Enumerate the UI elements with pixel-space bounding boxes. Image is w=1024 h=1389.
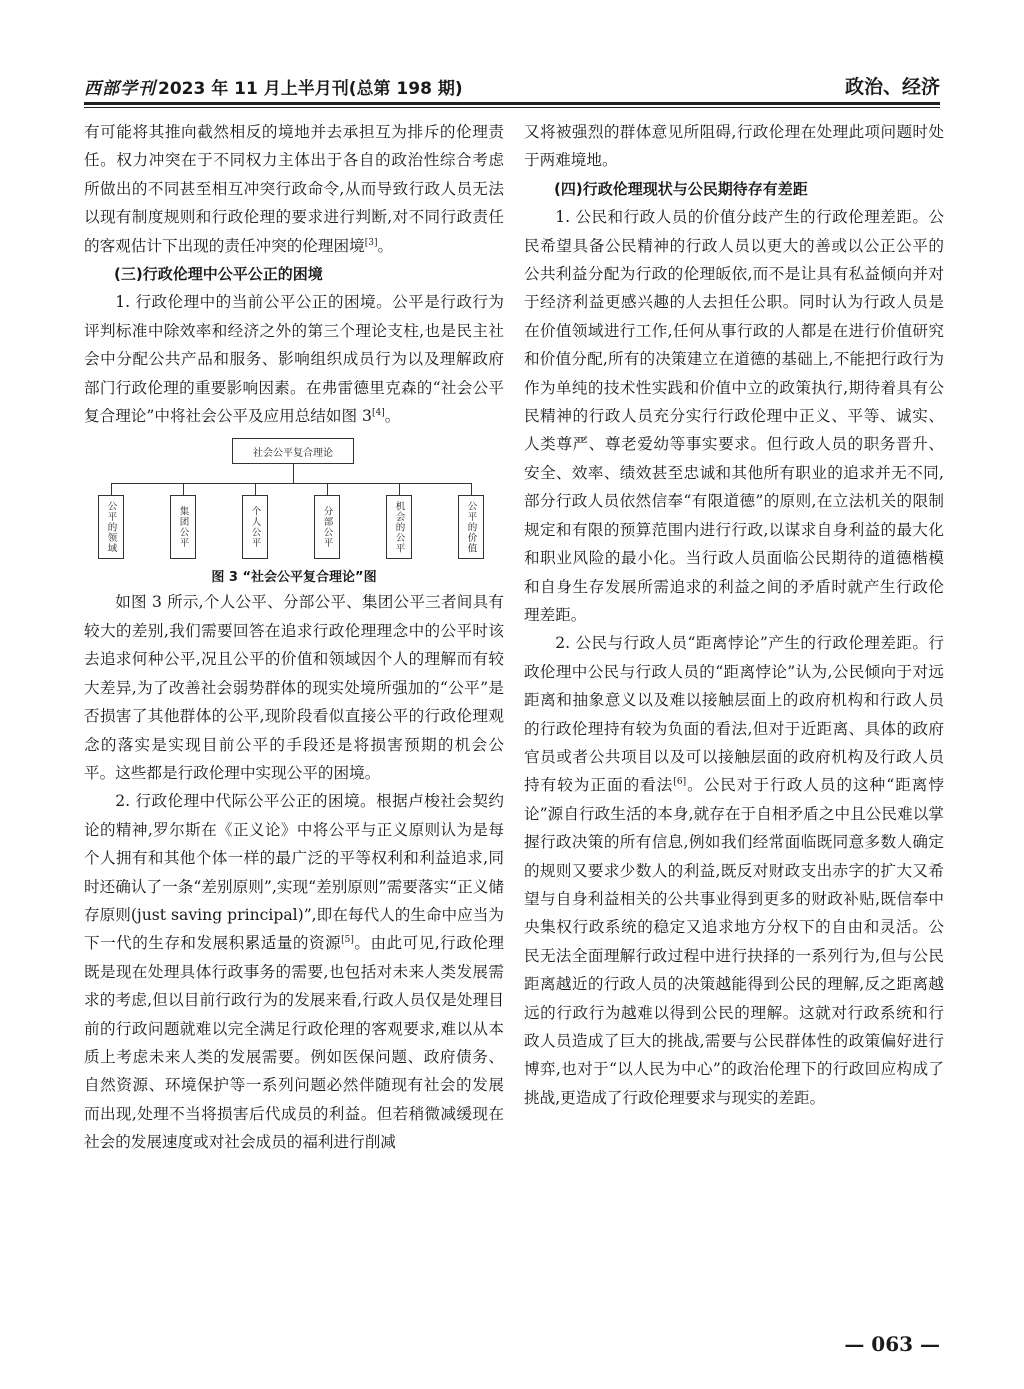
diagram-connector: [111, 483, 112, 495]
citation: [3]: [364, 237, 378, 248]
running-header: [84, 60, 940, 104]
diagram-connector: [183, 483, 184, 495]
journal-logo: 西部学刊: [84, 79, 156, 99]
diagram-connector: [293, 463, 294, 483]
diagram-child-node: 机会的公平: [386, 495, 412, 559]
paragraph: 有可能将其推向截然相反的境地并去承担互为排斥的伦理责任。权力冲突在于不同权力主体出于各自的政治性综合考虑所做出的不同甚至相互冲突行政命令,从而导致行政人员无法以现有制度规则和行政伦理的要求进行判断,对不同行政责任的客观估计下出现的责任冲突的伦理困境[3]。: [84, 123, 504, 255]
citation: [5]: [341, 935, 354, 946]
paragraph: 2. 行政伦理中代际公平公正的困境。根据卢梭社会契约论的精神,罗尔斯在《正义论》中将公平与正义原则认为是每个人拥有和其他个体一样的最广泛的平等权利和利益追求,同时还确认了一条“差别原则”,实现“差别原则”需要落实“正义储存原则(just saving principal)”,即在每代人的生命中应当为下一代的生存和发展积累适量的资源[5]。由此可见,行政伦理既是现在处理具体行政事务的需要,也包括对未来人类发展需求的考虑,但以目前行政行为的发展来看,行政人员仅是处理目前的行政问题就难以完全满足行政伦理的客观要求,难以从本质上考虑未来人类的发展需要。例如医保问题、政府债务、自然资源、环境保护等一系列问题必然伴随现有社会的发展而出现,处理不当将损害后代成员的利益。但若稍微减缓现在社会的发展速度或对社会成员的福利进行削减: [84, 792, 504, 1152]
diagram-child-node: 个人公平: [242, 495, 268, 559]
paragraph: 1. 公民和行政人员的价值分歧产生的行政伦理差距。公民希望具备公民精神的行政人员以更大的善或以公正公平的公共利益分配为行政的伦理皈依,而不是让具有私益倾向并对于经济利益更感兴趣的人去担任公职。同时认为行政人员是在价值领域进行工作,任何从事行政的人都是在进行价值研究和价值分配,所有的决策建立在道德的基础上,不能把行政行为作为单纯的技术性实践和价值中立的政策执行,期待着具有公民精神的行政人员充分实行行政伦理中正义、平等、诚实、人类尊严、尊老爱幼等事实要求。但行政人员的职务晋升、安全、效率、绩效甚至忠诚和其他所有职业的追求并无不同,部分行政人员依然信奉“有限道德”的原则,在立法机关的限制规定和有限的预算范围内进行行政,以谋求自身利益的最大化和职业风险的最小化。当行政人员面临公民期待的道德楷模和自身生存发展所需追求的利益之间的矛盾时就产生行政伦理差距。: [524, 208, 944, 624]
journal-issue: [84, 74, 463, 99]
diagram-child-node: 分部公平: [314, 495, 340, 559]
right-column: [524, 118, 944, 1112]
header-rule-thin: [84, 107, 940, 108]
diagram-connector: [255, 483, 256, 495]
diagram-connector: [471, 483, 472, 495]
section-label: 政治、经济: [844, 76, 940, 98]
figure-caption: 图 3 “社会公平复合理论”图: [211, 570, 377, 586]
paragraph: 2. 公民与行政人员“距离悖论”产生的行政伦理差距。行政伦理中公民与行政人员的“距离悖论”认为,公民倾向于对远距离和抽象意义以及难以接触层面上的政府机构和行政人员的行政伦理持有较为负面的看法,但对于近距离、具体的政府官员或者公共项目以及可以接触层面的政府机构及行政人员持有较为正面的看法[6]。公民对于行政人员的这种“距离悖论”源自行政生活的本身,就存在于自相矛盾之中且公民难以掌握行政决策的所有信息,例如我们经常面临既同意多数人确定的规则又要求少数人的利益,既反对财政支出赤字的扩大又希望与自身利益相关的公共事业得到更多的财政补贴,既信奉中央集权行政系统的稳定又追求地方分权下的自由和灵活。公民无法全面理解行政过程中进行抉择的一系列行为,但与公民距离越近的行政人员的决策越能得到公民的理解,反之距离越远的行政行为越难以得到公民的理解。这就对行政系统和行政人员造成了巨大的挑战,需要与公民群体性的政策偏好进行博弈,也对于“以人民为中心”的政治伦理下的行政回应构成了挑战,更造成了行政伦理要求与现实的差距。: [524, 634, 944, 1107]
issue-label: 2023 年 11 月上半月刊(总第 198 期): [158, 79, 463, 99]
citation: [4]: [371, 407, 385, 418]
section-heading: (四)行政伦理现状与公民期待存有差距: [554, 179, 808, 198]
diagram-connector: [111, 483, 471, 484]
paragraph: 1. 行政伦理中的当前公平公正的困境。公平是行政行为评判标准中除效率和经济之外的第三个理论支柱,也是民主社会中分配公共产品和服务、影响组织成员行为以及理解政府部门行政伦理的重要影响因素。在弗雷德里克森的“社会公平复合理论”中将社会公平及应用总结如图 3[4]。: [84, 293, 504, 426]
figure-3-diagram: [84, 436, 504, 566]
paragraph: 如图 3 所示,个人公平、分部公平、集团公平三者间具有较大的差别,我们需要回答在追求行政伦理理念中的公平时该去追求何种公平,况且公平的价值和领域因个人的理解而有较大差异,为了改善社会弱势群体的现实处境所强加的“公平”是否损害了其他群体的公平,现阶段看似直接公平的行政伦理观念的落实是实现目前公平的手段还是将损害预期的机会公平。这些都是行政伦理中实现公平的困境。: [84, 593, 504, 782]
diagram-child-node: 公平的价值: [458, 495, 484, 559]
paragraph: 又将被强烈的群体意见所阻碍,行政伦理在处理此项问题时处于两难境地。: [524, 123, 944, 170]
page-number: — 063 —: [844, 1332, 940, 1356]
diagram-connector: [327, 483, 328, 495]
left-column: [84, 118, 504, 1157]
diagram-root-node: 社会公平复合理论: [232, 438, 354, 464]
diagram-child-node: 公平的领域: [98, 495, 124, 559]
diagram-connector: [399, 483, 400, 495]
section-heading: (三)行政伦理中公平公正的困境: [114, 265, 323, 284]
citation: [6]: [673, 777, 687, 788]
diagram-child-node: 集团公平: [170, 495, 196, 559]
header-rule: [84, 102, 940, 105]
